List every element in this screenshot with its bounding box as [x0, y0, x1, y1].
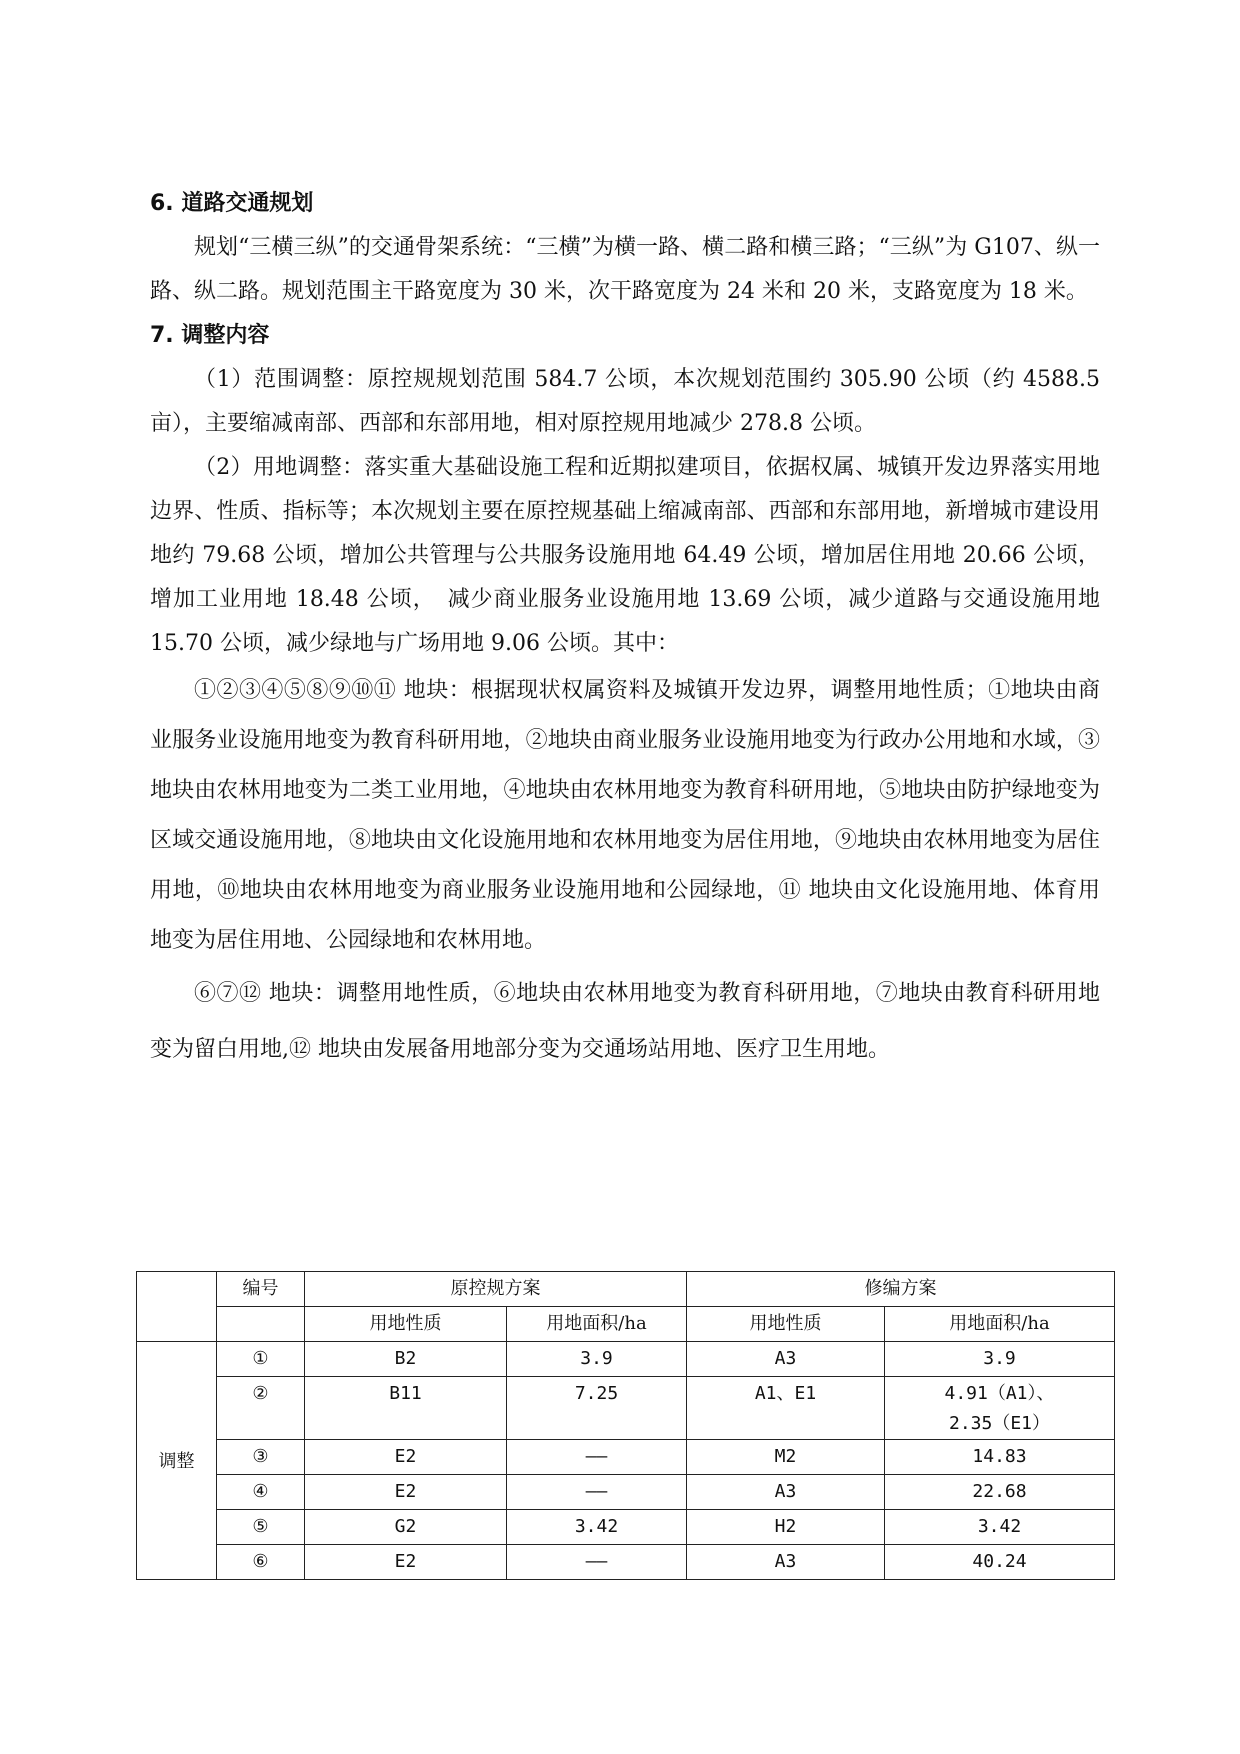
revised-land-area: 22.68	[885, 1475, 1115, 1510]
original-land-area: 3.42	[507, 1510, 687, 1545]
table-subheader-row	[137, 1307, 1115, 1342]
original-land-use: B2	[305, 1342, 507, 1377]
revised-land-use: A3	[687, 1475, 885, 1510]
original-land-use: E2	[305, 1440, 507, 1475]
plot-number: ②	[217, 1377, 305, 1440]
original-land-use: E2	[305, 1545, 507, 1580]
plot-number: ①	[217, 1342, 305, 1377]
revised-land-area-line-1: 4.91（A1）、	[944, 1383, 1055, 1404]
original-land-area: 7.25	[507, 1377, 687, 1440]
section-6-heading: 6. 道路交通规划	[150, 191, 314, 216]
original-land-area: ——	[507, 1475, 687, 1510]
revised-land-area: 40.24	[885, 1545, 1115, 1580]
plot-number: ③	[217, 1440, 305, 1475]
original-plan-header: 原控规方案	[305, 1272, 687, 1307]
table-row	[137, 1475, 1115, 1510]
number-header: 编号	[217, 1272, 305, 1307]
revised-land-area	[885, 1377, 1115, 1440]
corner-cell	[137, 1272, 217, 1342]
original-land-use-header: 用地性质	[305, 1307, 507, 1342]
revised-land-area-header: 用地面积/ha	[885, 1307, 1115, 1342]
table-header-row	[137, 1272, 1115, 1307]
land-use-adjustment-paragraph: （2）用地调整：落实重大基础设施工程和近期拟建项目，依据权属、城镇开发边界落实用地边界、性质、指标等；本次规划主要在原控规基础上缩减南部、西部和东部用地，新增城市建设用地约 79.68 公顷，增加公共管理与公共服务设施用地 64.49 公顷，增加居住用地 20.66 公顷，增加工业用地 18.48 公顷， 减少商业服务业设施用地 13.69 公顷，减少道路与交通设施用地 15.70 公顷，减少绿地与广场用地 9.06 公顷。其中：	[150, 455, 1100, 656]
original-land-use: E2	[305, 1475, 507, 1510]
plot-number: ④	[217, 1475, 305, 1510]
scope-adjustment-paragraph: （1）范围调整：原控规规划范围 584.7 公顷，本次规划范围约 305.90 公顷（约 4588.5 亩），主要缩减南部、西部和东部用地，相对原控规用地减少 278.8 公顷。	[150, 367, 1100, 436]
original-land-area: ——	[507, 1545, 687, 1580]
revised-land-area: 14.83	[885, 1440, 1115, 1475]
revised-land-use: A3	[687, 1545, 885, 1580]
table-row	[137, 1510, 1115, 1545]
document-body	[150, 182, 1100, 1078]
revised-land-area: 3.42	[885, 1510, 1115, 1545]
table-row	[137, 1440, 1115, 1475]
table-row	[137, 1377, 1115, 1440]
original-land-use: B11	[305, 1377, 507, 1440]
section-6-paragraph: 规划“三横三纵”的交通骨架系统：“三横”为横一路、横二路和横三路；“三纵”为 G107、纵一路、纵二路。规划范围主干路宽度为 30 米，次干路宽度为 24 米和 20 米，支路宽度为 18 米。	[150, 235, 1100, 304]
revised-land-use: A1、E1	[687, 1377, 885, 1440]
original-land-area-header: 用地面积/ha	[507, 1307, 687, 1342]
section-7-heading: 7. 调整内容	[150, 323, 270, 348]
original-land-area: 3.9	[507, 1342, 687, 1377]
plots-group-a-paragraph: ①②③④⑤⑧⑨⑩⑪ 地块：根据现状权属资料及城镇开发边界，调整用地性质；①地块由商业服务业设施用地变为教育科研用地，②地块由商业服务业设施用地变为行政办公用地和水域，③地块由农林用地变为二类工业用地，④地块由农林用地变为教育科研用地，⑤地块由防护绿地变为区域交通设施用地，⑧地块由文化设施用地和农林用地变为居住用地，⑨地块由农林用地变为居住用地，⑩地块由农林用地变为商业服务业设施用地和公园绿地，⑪ 地块由文化设施用地、体育用地变为居住用地、公园绿地和农林用地。	[150, 678, 1100, 953]
revised-land-use: A3	[687, 1342, 885, 1377]
revised-land-use: H2	[687, 1510, 885, 1545]
revised-land-use: M2	[687, 1440, 885, 1475]
revised-land-use-header: 用地性质	[687, 1307, 885, 1342]
original-land-area: ——	[507, 1440, 687, 1475]
original-land-use: G2	[305, 1510, 507, 1545]
number-subheader	[217, 1307, 305, 1342]
table-row	[137, 1342, 1115, 1377]
revised-land-area-line-2: 2.35（E1）	[948, 1413, 1051, 1434]
plot-number: ⑤	[217, 1510, 305, 1545]
land-use-adjustment-table	[136, 1271, 1115, 1580]
plot-number: ⑥	[217, 1545, 305, 1580]
revised-plan-header: 修编方案	[687, 1272, 1115, 1307]
category-cell: 调整	[137, 1342, 217, 1580]
revised-land-area: 3.9	[885, 1342, 1115, 1377]
plots-group-b-paragraph: ⑥⑦⑫ 地块：调整用地性质，⑥地块由农林用地变为教育科研用地，⑦地块由教育科研用地变为留白用地,⑫ 地块由发展备用地部分变为交通场站用地、医疗卫生用地。	[150, 981, 1100, 1062]
table-row	[137, 1545, 1115, 1580]
